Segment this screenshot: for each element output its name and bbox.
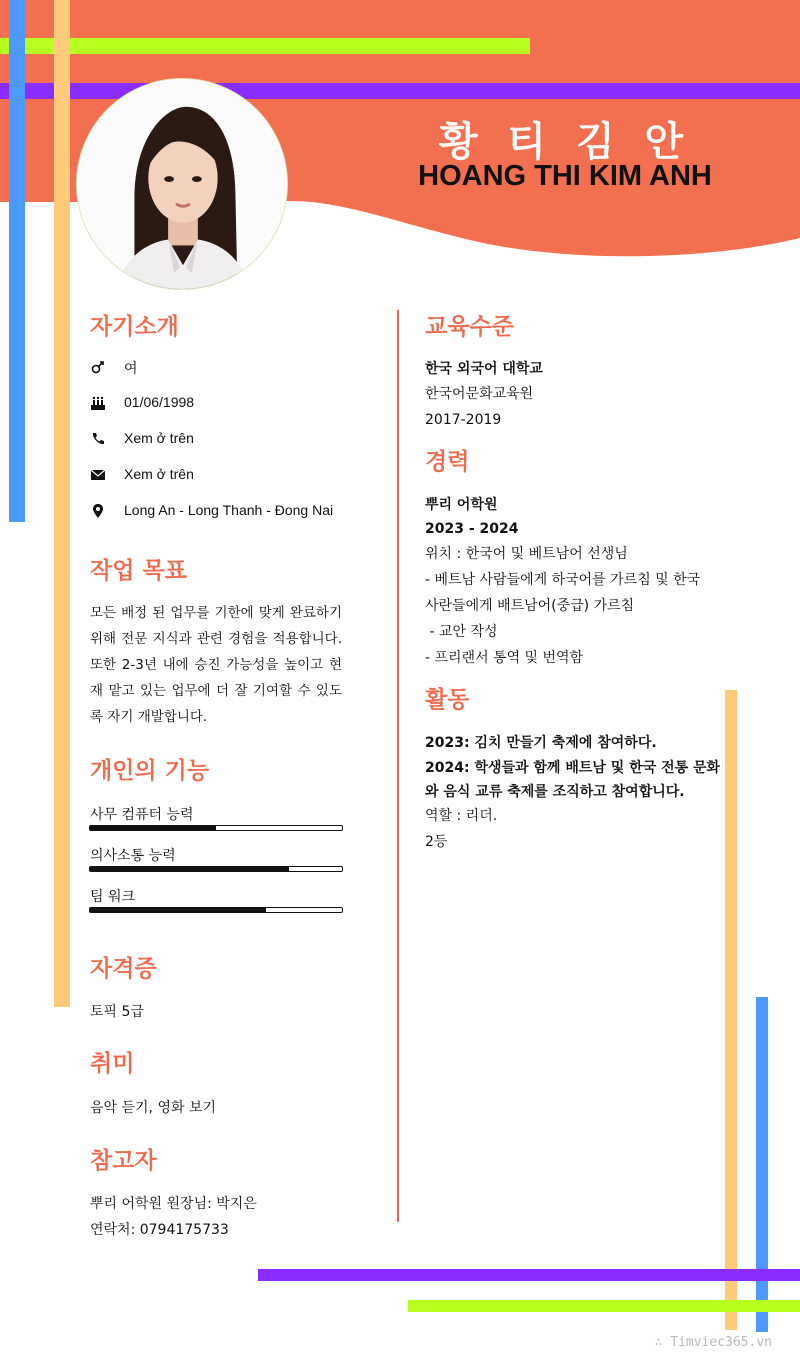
experience-line: 위치 : 한국어 및 베트남어 선생님 <box>425 546 628 562</box>
experience-line: - 교안 작성 <box>425 624 498 640</box>
name-latin: HOANG THI KIM ANH <box>418 160 712 192</box>
education-school: 한국 외국어 대학교 <box>425 361 543 377</box>
email-value: Xem ở trên <box>124 466 194 482</box>
experience-company: 뿌리 어학원 <box>425 497 498 513</box>
references-title: 참고자 <box>90 1148 157 1174</box>
skill-label: 팀 워크 <box>90 889 136 905</box>
activity-line: 2023: 김치 만들기 축제에 참여하다. <box>425 735 657 751</box>
stripe-blue-right <box>756 997 768 1332</box>
experience-title: 경력 <box>425 449 470 475</box>
column-divider <box>397 310 399 1222</box>
hobbies-text: 음악 듣기, 영화 보기 <box>90 1100 216 1116</box>
watermark: ∴ Timviec365.vn <box>654 1335 772 1350</box>
info-phone <box>90 430 380 450</box>
skill-bar <box>89 825 343 831</box>
objective-text: 모든 배정 된 업무를 기한에 맞게 완료하기 위해 전문 지식과 관련 경험을 적용합니다.또한 2-3년 내에 승진 가능성을 높이고 현재 맡고 있는 업무에 더 잘 기여할 수 있도록 자기 개발합니다. <box>90 605 342 725</box>
reference-contact: 연락처: 0794175733 <box>90 1222 229 1238</box>
stripe-lime-top <box>0 38 530 54</box>
profile-photo <box>76 78 288 290</box>
skill-label: 의사소통 능력 <box>90 848 176 864</box>
objective-title: 작업 목표 <box>90 558 187 584</box>
birthday-value: 01/06/1998 <box>124 394 195 410</box>
stripe-peach-right <box>725 690 737 1330</box>
experience-line: 사란들에게 배트남어(중급) 가르침 <box>425 598 635 614</box>
phone-icon <box>90 431 106 447</box>
address-value: Long An - Long Thanh - Đong Nai <box>124 502 334 518</box>
skill-bar-fill <box>90 908 266 912</box>
activities-title: 활동 <box>425 687 470 713</box>
envelope-icon <box>90 467 106 483</box>
stripe-lime-bottom <box>408 1300 800 1312</box>
info-gender <box>90 358 380 378</box>
skill-bar-fill <box>90 826 216 830</box>
skill-bar <box>89 907 343 913</box>
stripe-purple-bottom <box>258 1269 800 1281</box>
gender-icon <box>90 359 106 375</box>
experience-line: - 프리랜서 통역 및 번역함 <box>425 650 584 666</box>
skills-title: 개인의 기능 <box>90 758 210 784</box>
stripe-blue-left <box>9 0 25 522</box>
intro-title: 자기소개 <box>90 314 179 340</box>
skill-bar <box>89 866 343 872</box>
info-email <box>90 466 380 486</box>
location-pin-icon <box>90 503 106 519</box>
hobbies-title: 취미 <box>90 1051 135 1077</box>
activity-award: 2등 <box>425 834 448 850</box>
certificates-title: 자격증 <box>90 956 157 982</box>
activity-line: 2024: 학생들과 함께 배트남 및 한국 전통 문화 <box>425 760 721 776</box>
skill-bar-fill <box>90 867 289 871</box>
education-department: 한국어문화교육원 <box>425 386 534 402</box>
activity-line: 와 음식 교류 축제를 조직하고 참여합니다. <box>425 784 685 800</box>
education-title: 교육수준 <box>425 314 514 340</box>
reference-name: 뿌리 어학원 원장님: 박지은 <box>90 1196 257 1212</box>
certificates-text: 토픽 5급 <box>90 1004 144 1020</box>
experience-period: 2023 - 2024 <box>425 521 519 537</box>
info-birthday <box>90 394 380 414</box>
experience-line: - 베트남 사람들에게 하국어를 가르침 및 한국 <box>425 572 701 588</box>
education-period: 2017-2019 <box>425 412 502 428</box>
skill-label: 사무 컴퓨터 능력 <box>90 807 194 823</box>
birthday-cake-icon <box>90 395 106 411</box>
gender-value: 여 <box>124 360 138 376</box>
stripe-peach-left <box>54 0 70 1007</box>
info-address <box>90 502 380 522</box>
name-korean: 황 티 김 안 <box>438 119 692 165</box>
phone-value: Xem ở trên <box>124 430 194 446</box>
activity-role: 역할 : 리더. <box>425 808 498 824</box>
